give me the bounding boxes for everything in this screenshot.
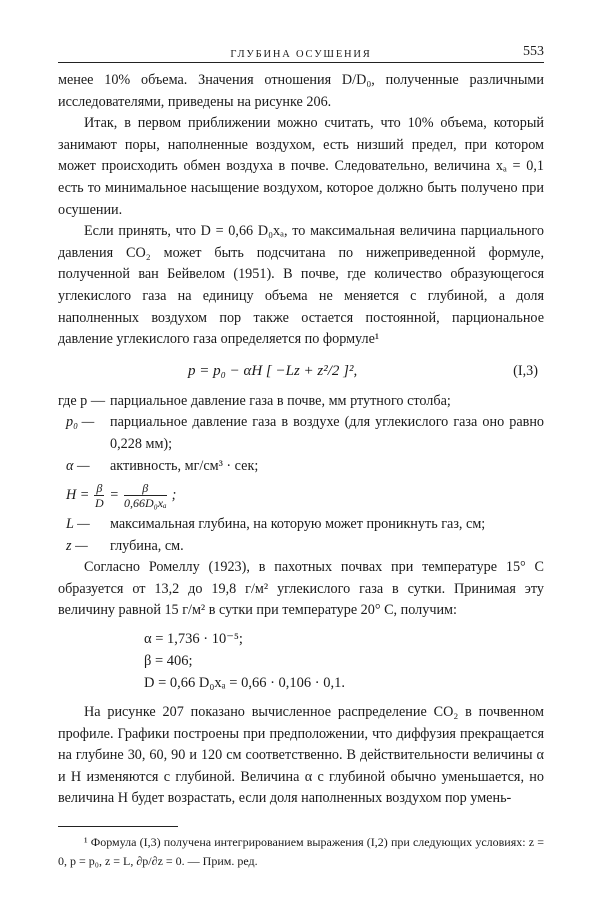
book-page [58,40,544,871]
paragraph-3: Если принять, что D = 0,66 D₀xₐ, то максимальная величина парциального давления CO₂ может быть подсчитана по нижеприведенной формуле, полученной ван Бейвелом (1951). В почве, где количество образующегося углекислого газа на единицу объема не меняется с глубиной, а доля наполненных воздухом пор также остается постоянной, парциональное давление углекислого газа определяется по формуле¹ [58,223,544,348]
equation-row [58,353,544,389]
value-d: D = 0,66 D₀xₐ = 0,66 · 0,106 · 0,1. [144,675,345,692]
running-title: ГЛУБИНА ОСУШЕНИЯ [230,49,372,60]
definition-text: парциальное давление газа в почве, мм ртутного столба; [110,392,451,409]
fraction-numerator: β [124,481,167,496]
equation-number: (I,3) [513,362,538,379]
definition-text: активность, мг/см³ · сек; [110,457,259,474]
equation-formula: p = p₀ − αH [ −Lz + z²/2 ]², [188,362,358,379]
footnote: ¹ Формула (I,3) получена интегрированием выражения (I,2) при следующих условиях: z = 0, p = p₀, z = L, ∂p/∂z = 0. — Прим. ред. [58,835,544,869]
fraction-beta-over-d [94,481,104,510]
definition-text: глубина, см. [110,537,184,554]
definition-symbol: α — [66,457,90,474]
paragraph-5: На рисунке 207 показано вычисленное распределение CO₂ в почвенном профиле. Графики построены при предположении, что диффузия прекращается на глубине 30, 60, 90 и 120 см соответственно. В действительности величины α и H изменяются с глубиной. Величина α с глубиной обычно уменьшается, но величина H будет возрастать, если доля наполненных воздухом пор умень- [58,704,544,807]
definition-p [58,391,544,413]
h-formula [66,481,544,510]
h-formula-tail: ; [171,486,177,503]
definition-p0 [58,412,544,455]
running-header [58,40,544,63]
footnote-divider [58,826,178,827]
page-number: 553 [523,44,544,59]
value-beta: β = 406; [144,653,193,670]
definition-z [58,536,544,558]
definition-alpha [58,456,544,478]
definition-symbol: L — [66,516,90,533]
paragraph-1: менее 10% объема. Значения отношения D/D₀, полученные различными исследователями, приведены на рисунке 206. [58,72,544,110]
definition-l [58,514,544,536]
definition-text: максимальная глубина, на которую может проникнуть газ, см; [110,516,486,533]
fraction-denominator: 0,66D₀xₐ [123,496,167,511]
definition-symbol: z — [66,537,88,554]
fraction-denominator: D [95,496,104,511]
fraction-beta-over-066 [124,481,167,510]
paragraph-4: Согласно Ромеллу (1923), в пахотных почвах при температуре 15° C образуется от 13,2 до 19,8 г/м² углекислого газа в сутки. Принимая эту величину равной 15 г/м² в сутки при температуре 20° C, получим: [58,559,544,619]
value-alpha: α = 1,736 · 10⁻⁵; [144,631,243,648]
fraction-numerator: β [96,481,103,496]
h-formula-equals: = [109,486,119,503]
definition-symbol: p₀ — [66,414,95,431]
computed-values [144,628,544,694]
paragraph-2: Итак, в первом приближении можно считать, что 10% объема, который занимают поры, наполненные воздухом, есть низший предел, при котором может происходить обмен воздуха в почве. Следовательно, величина xₐ = 0,1 есть то минимальное насыщение воздухом, которое должно быть получено при осушении. [58,115,544,218]
h-formula-lhs: H = [66,486,90,503]
definition-text: парциальное давление газа в воздухе (для углекислого газа оно равно 0,228 мм); [110,414,544,452]
definition-symbol: где p — [58,392,106,409]
